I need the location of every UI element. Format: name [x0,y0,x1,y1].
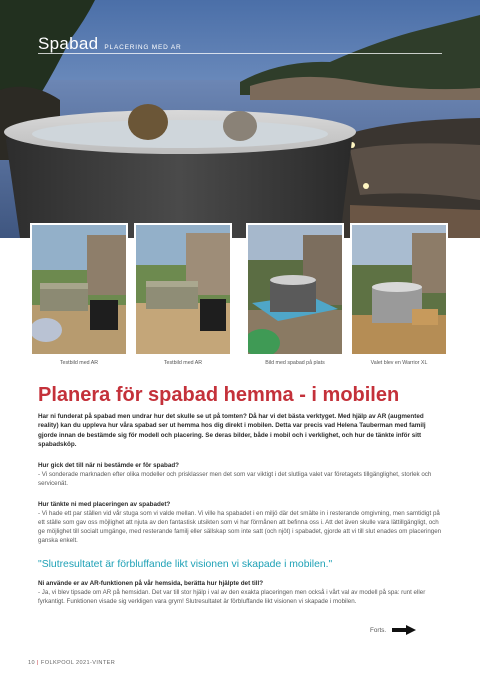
answer-1: - Vi sonderade marknaden efter olika modeller och prisklasser men det som var viktigt i det slutliga valet var företagets tillgänglighet, storlek och servicenät. [38,471,432,487]
article-headline: Planera för spabad hemma - i mobilen [38,384,400,406]
continue-link[interactable] [370,625,416,635]
thumbnail-caption-4: Valet blev en Warrior XL [370,360,428,366]
thumbnail-final [350,223,448,356]
question-2: Hur tänkte ni med placeringen av spabadet? [38,501,171,508]
section-header [38,34,182,54]
thumbnail-ar-2 [134,223,232,356]
thumbnail-caption-1: Testbild med AR [59,360,99,366]
answer-3: - Ja, vi blev tipsade om AR på hemsidan. Det var till stor hjälp i val av den exakta placeringen men också i vårt val av modell på spa: runt eller fyrkantigt. Funktionen visade sig verkligen vara grym! Slutresultatet är förbluffande likt visionen vi skapade i mobilen. [38,589,426,605]
thumbnail-installed [246,223,344,356]
question-3: Ni använde er av AR-funktionen på vår hemsida, berätta hur hjälpte det till? [38,580,264,587]
header-rule [38,53,442,54]
thumbnail-caption-3: Bild med spabad på plats [265,360,325,366]
article-ingress: Har ni funderat på spabad men undrar hur det skulle se ut på tomten? Då har vi det bästa verktyget. Med hjälp av AR (augmented reality) kan du uppleva hur våra spabad ser ut hemma hos dig direkt i mobilen. Detta var precis vad Helena Tauberman med familj gjorde innan de bestämde sig för modell och placering. Se deras bilder, både i mobil och i verklighet, och hur de tänkte inför sitt spabadsköp. [38,413,426,449]
arrow-right-icon [392,625,416,635]
question-1: Hur gick det till när ni bestämde er för spabad? [38,462,180,469]
page-footer [28,660,115,666]
footer-brand: FOLKPOOL 2021-VINTER [40,660,116,666]
thumbnail-strip [30,223,450,373]
thumbnail-caption-2: Testbild med AR [163,360,203,366]
continue-label: Forts. [370,626,387,634]
thumbnail-ar-1 [30,223,128,356]
page-number: 10 [28,660,36,666]
answer-2: - Vi hade ett par ställen vid vår stuga som vi valde mellan. Vi ville ha spabadet i en miljö där det smälte in i resterande omgivning, men samtidigt på ett ställe som gav oss möjlighet att njuta av den fantastisk utsikten som vi har förmånen att befinna oss i. Att det även skulle vara lättillgängligt, och ge möjlighet till socialt umgänge, med resterande familj eller sällskap som inte satt (och njöt) i spabadet, gjorde att vi till slut enades om placeringen ganska enkelt. [38,510,442,544]
footer-separator: | [37,660,39,666]
pull-quote: "Slutresultatet är förbluffande likt visionen vi skapade i mobilen." [38,559,333,570]
section-title: Spabad [38,34,99,53]
section-subtitle: PLACERING MED AR [104,44,182,51]
